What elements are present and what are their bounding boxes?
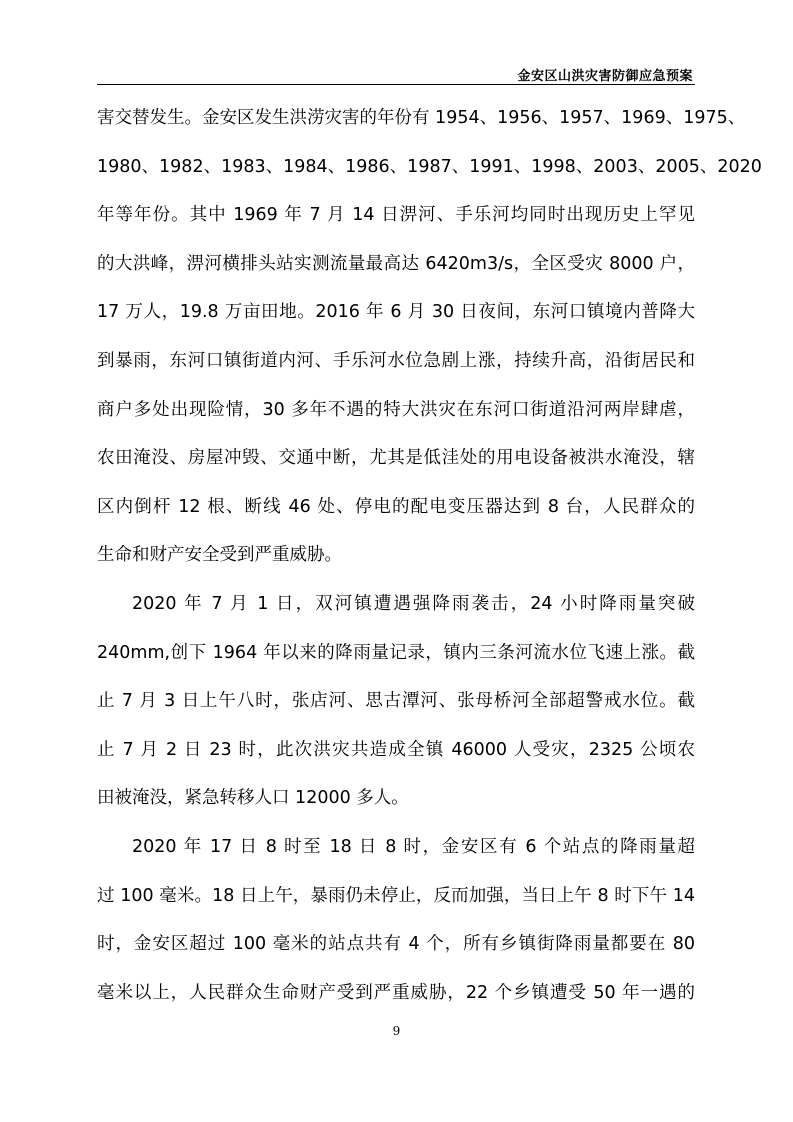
header-title: 金安区山洪灾害防御应急预案 <box>517 69 693 84</box>
text-line: 害交替发生。金安区发生洪涝灾害的年份有 1954、1956、1957、1969、1975、 <box>97 108 746 128</box>
text-line: 农田淹没、房屋冲毁、交通中断，尤其是低洼处的用电设备被洪水淹没，辖 <box>97 448 695 469</box>
text-line: 田被淹没，紧急转移人口 12000 多人。 <box>97 788 409 809</box>
text-line: 2020 年 17 日 8 时至 18 日 8 时，金安区有 6 个站点的降雨量超 <box>132 836 695 857</box>
text-line: 商户多处出现险情，30 多年不遇的特大洪灾在东河口街道沿河两岸肆虐， <box>97 399 695 420</box>
text-line: 毫米以上，人民群众生命财产受到严重威胁，22 个乡镇遭受 50 年一遇的 <box>97 982 695 1003</box>
document-body <box>97 94 762 1017</box>
text-line: 过 100 毫米。18 日上午，暴雨仍未停止，反而加强，当日上午 8 时下午 14 <box>97 885 695 906</box>
page-number: 9 <box>392 1024 401 1038</box>
text-line: 的大洪峰，淠河横排头站实测流量最高达 6420m3/s，全区受灾 8000 户， <box>97 253 696 274</box>
text-line: 止 7 月 2 日 23 时，此次洪灾共造成全镇 46000 人受灾，2325 公顷农 <box>97 739 695 760</box>
text-line: 17 万人，19.8 万亩田地。2016 年 6 月 30 日夜间，东河口镇境内普降大 <box>97 302 695 323</box>
page-header <box>97 62 695 85</box>
text-line: 2020 年 7 月 1 日，双河镇遭遇强降雨袭击，24 小时降雨量突破 <box>132 593 695 614</box>
text-line: 1980、1982、1983、1984、1986、1987、1991、1998、2003、2005、2020 <box>97 156 762 177</box>
text-line: 年等年份。其中 1969 年 7 月 14 日淠河、手乐河均同时出现历史上罕见 <box>97 205 695 226</box>
text-line: 到暴雨，东河口镇街道内河、手乐河水位急剧上涨，持续升高，沿街居民和 <box>97 350 695 371</box>
text-line: 生命和财产安全受到严重威胁。 <box>97 545 342 566</box>
text-line: 区内倒杆 12 根、断线 46 处、停电的配电变压器达到 8 台，人民群众的 <box>97 496 695 517</box>
text-line: 止 7 月 3 日上午八时，张店河、思古潭河、张母桥河全部超警戒水位。截 <box>97 691 695 712</box>
text-line: 240mm,创下 1964 年以来的降雨量记录，镇内三条河流水位飞速上涨。截 <box>97 642 695 663</box>
text-line: 时，金安区超过 100 毫米的站点共有 4 个，所有乡镇街降雨量都要在 80 <box>97 934 695 955</box>
